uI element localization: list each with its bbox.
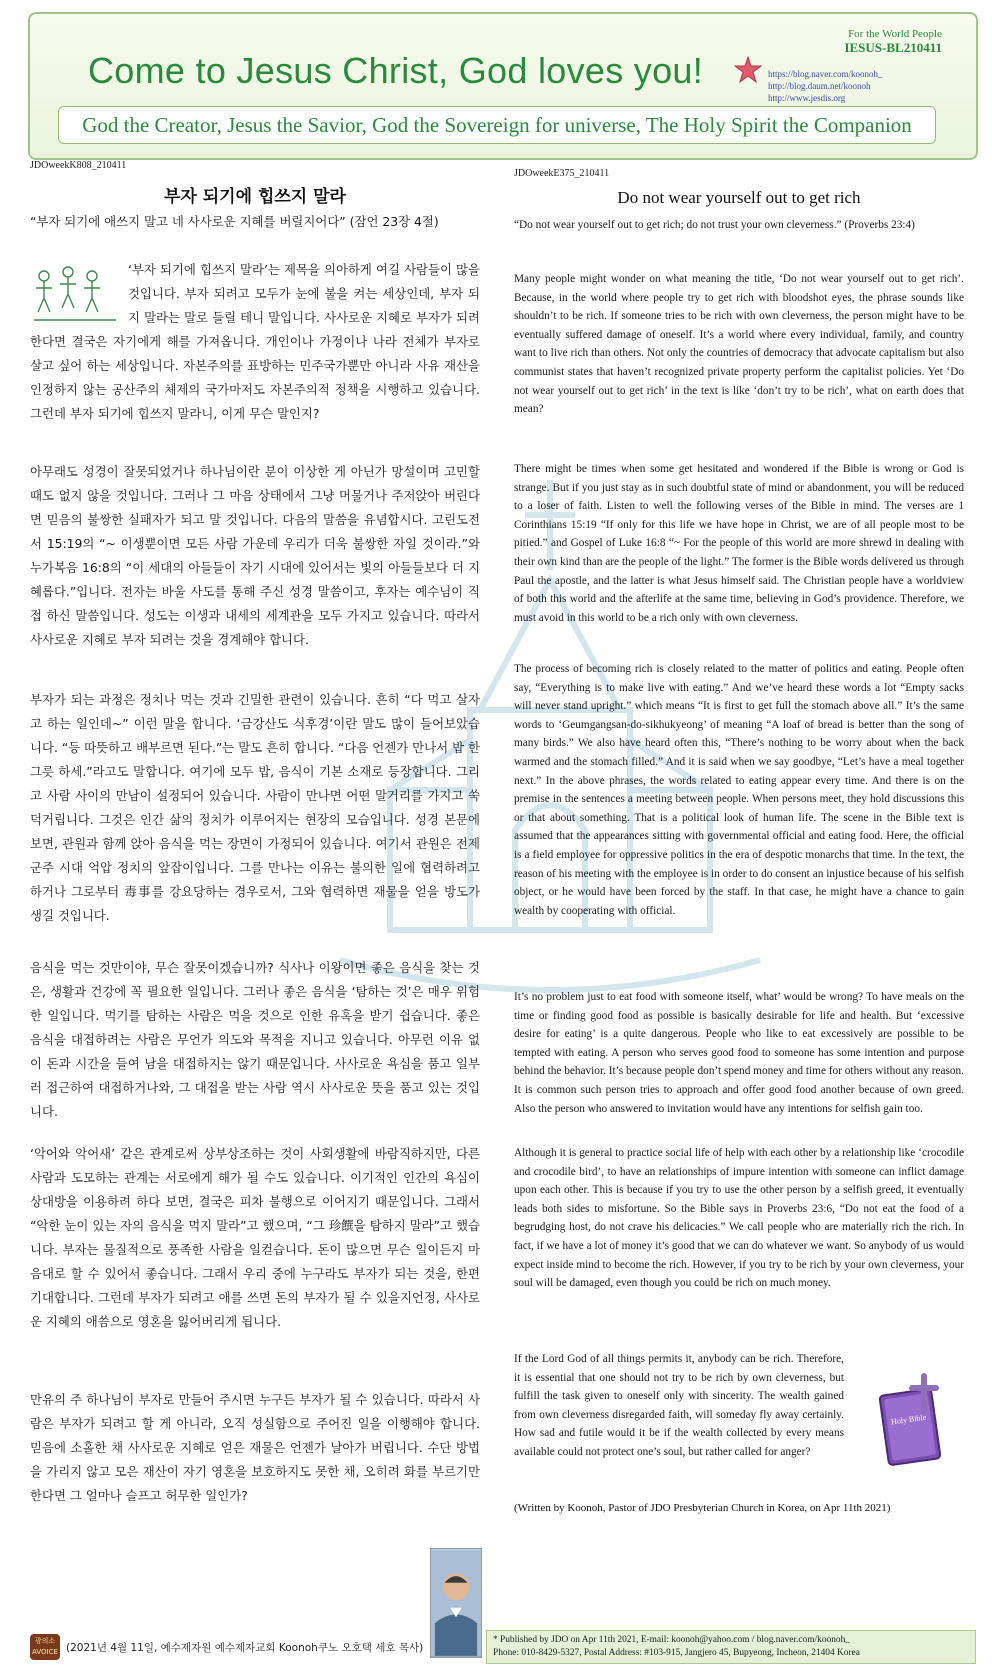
korean-paragraph-2: 아무래도 성경이 잘못되었거나 하나님이란 분이 이상한 게 아닌가 망설이며 고민할 때도 없지 않을 것입니다. 그러나 그 마음 상태에서 그냥 머물거나 주저앉아 버린다면 믿음의 불쌍한 실패자가 되고 말 것입니다. 다음의 말씀을 유념합시다. 고린도전서 15:19의 “~ 이생뿐이면 모든 사람 가운데 우리가 더욱 불쌍한 자일 것이라.”와 누가복음 16:8의 “이 세대의 아들들이 자기 시대에 있어서는 빛의 아들들보다 더 지혜롭다.”입니다. 전자는 바울 사도를 통해 주신 성경 말씀이고, 후자는 예수님이 직접 하신 말씀입니다. 성도는 이생과 내세의 세계관을 모두 가지고 있습니다. 따라서 사사로운 지혜로 부자 되려는 것을 경계해야 합니다.: [30, 464, 480, 647]
english-paragraph-2: There might be times when some get hesitated and wondered if the Bible is wrong or God is strange. But if you just stay as in such doubtful state of mind or abandonment, you will be reduced to a loser of faith. Listen to well the following verses of the Bible in mind. The verses are 1 Corinthians 15:19 “If only for this life we have hope in Christ, we are of all people most to be pitied.” and Gospel of Luke 16:8 “~ For the people of this world are more shrewd in dealing with their own kind than are the people of the light.” The former is the Bible words delivered us through Paul the apostle, and the latter is what Jesus himself said. The Christian people have a worldview of both this world and the afterlife at the same time, believing in God’s providence. Therefore, we must avoid in this world to be a rich only with own cleverness.: [514, 463, 964, 624]
published-line-2: Phone: 010-8429-5327, Postal Address: #103-915, Jangjero 45, Bupyeong, Incheon, 21404 Korea: [493, 1648, 860, 1658]
english-paragraph-3: The process of becoming rich is closely related to the matter of politics and eating. People often say, “Everything is to make live with eating.” And we’ve heard these words a lot “Empty sacks will never stand upright.” which means “It is first to get full the stomach above all.” It’s the same words to ‘Geumgangsan-do-sikhukyeong’ of meaning “A loaf of bread is better than the song of many birds.” We also have heard often this, “There’s nothing to be worry about when the back warmed and the stomach filled.” And it is said when we say goodbye, “Let’s have a meal together next.” In the above phrases, the words related to eating appear every time. And there is on the premise in the sentences a meeting between people. When persons meet, they hold discussions this or that about something. That is a political look of human life. The scene in the Bible text is assumed that the appearances sitting with governmental official and eating food. Here, the official is a field employee for oppressive politics in the era of despotic monarchs that time. In the text, the reason of his meeting with the employee is in order to do consent an injustice because of his selfish object, or he would have been forced by the staff. In that case, he might have a chance to gain wealth by cooperating with official.: [514, 663, 964, 917]
english-title: Do not wear yourself out to get rich: [617, 188, 861, 207]
korean-paragraph-6: 만유의 주 하나님이 부자로 만들어 주시면 누구든 부자가 될 수 있습니다. 따라서 사람은 부자가 되려고 할 게 아니라, 오직 성실함으로 주어진 일을 이행해야 합니다. 믿음에 소홀한 채 사사로운 지혜로 얻은 재물은 언젠가 날아가 버립니다. 수단 방법을 가리지 않고 모은 재산이 자기 영혼을 보호하지도 못한 채, 오히려 화를 부르기만 한다면 그 얼마나 슬프고 허무한 일인가?: [30, 1392, 480, 1503]
english-doc-id: JDOweekE375_210411: [514, 168, 610, 179]
korean-footer-text: (2021년 4월 11일, 예수제자원 예수제자교회 Koonoh쿠노 오호택 세호 목사): [66, 1642, 424, 1654]
subtitle: God the Creator, Jesus the Savior, God the Sovereign for universe, The Holy Spirit the Companion: [82, 113, 912, 137]
author-photo: [430, 1548, 482, 1658]
korean-paragraph-4: 음식을 먹는 것만이야, 무슨 잘못이겠습니까? 식사나 이왕이면 좋은 음식을 찾는 것은, 생활과 건강에 꼭 필요한 일입니다. 그러나 좋은 음식을 ‘탐하는 것’은 매우 위험한 일입니다. 먹기를 탐하는 사람은 먹을 것으로 인한 유혹을 받기 쉽습니다. 좋은 음식을 대접하려는 사람은 무언가 의도와 목적을 지니고 있습니다. 아무런 이유 없이 돈과 시간을 들여 남을 대접하지는 않기 때문입니다. 사사로운 욕심을 품고 일부러 접근하여 대접하거나와, 그 대접을 받는 사람 역시 사사로운 뜻을 품고 있는 것입니다.: [30, 960, 480, 1119]
doc-code: IESUS-BL210411: [844, 40, 942, 55]
link-naver[interactable]: https://blog.naver.com/koonoh_: [768, 69, 883, 79]
korean-verse: “부자 되기에 애쓰지 말고 네 사사로운 지혜를 버릴지어다” (잠언 23장 4절): [30, 214, 439, 229]
english-credit: (Written by Koonoh, Pastor of JDO Presbyterian Church in Korea, on Apr 11th 2021): [514, 1502, 891, 1514]
link-jesdis[interactable]: http://www.jesdis.org: [768, 93, 846, 103]
korean-title: 부자 되기에 힙쓰지 말라: [164, 187, 346, 207]
people-illustration-icon: [30, 262, 120, 330]
korean-paragraph-1-text: ‘부자 되기에 힙쓰지 말라’는 제목을 의아하게 여길 사람들이 많을 것입니다. 부자 되려고 모두가 눈에 불을 켜는 세상인데, 부자 되지 말라는 말로 들릴 테니 말입니다. 사사로운 지혜로 부자가 되려 한다면 결국은 자기에게 해를 가져옵니다. 개인이나 가정이나 나라 전체가 부자로 살고 싶어 하는 세상입니다. 자본주의를 표방하는 민주국가뿐만 아니라 사유 재산을 인정하지 않는 공산주의 체제의 국가마저도 자본주의적 정책을 시행하고 있습니다. 그런데 부자 되기에 힙쓰지 말라니, 이게 무슨 말인지?: [30, 262, 480, 421]
star-icon: [734, 56, 762, 84]
english-paragraph-1: Many people might wonder on what meaning the title, ‘Do not wear yourself out to get rich’. Because, in the world where people try to get rich with bloodshot eyes, the phrase sounds like shouldn’t to be rich. If someone tries to be rich with own cleverness, the person might have to be eventually suffered damage of oneself. It’s a world where every individual, family, and country want to live rich than others. Not only the countries of democracy that advocate capitalism but also communist states that haven’t recognized private property perform the capitalist policies. Yet ‘Do not wear yourself out to get rich’ in the text is like ‘don’t try to be rich’, what on earth does that mean?: [514, 273, 964, 416]
publisher-info: [486, 1630, 976, 1664]
korean-doc-id: JDOweekK808_210411: [30, 160, 127, 171]
english-verse: “Do not wear yourself out to get rich; do not trust your own cleverness.” (Proverbs 23:4): [514, 219, 915, 231]
link-block: [768, 68, 988, 104]
english-paragraph-4: It’s no problem just to eat food with someone itself, what’ would be wrong? To have meals on the time or finding good food as possible is basically desirable for life and health. But ‘excessive desire for eating’ is a quite dangerous. People who like to eat excessively are possible to be tempted with eating. A person who serves good food to someone has some intention and purpose behind the behavior. It’s because people don’t spend money and time for others without any reason. It is common such person tries to approach and offer good food another because of own greed. Also the person who answered to invitation would have any intentions for selfish gain too.: [514, 991, 964, 1115]
page-title: Come to Jesus Christ, God loves you!: [88, 50, 704, 91]
bible-label: Holy Bible: [890, 1412, 927, 1427]
link-daum[interactable]: http://blog.daum.net/koonoh: [768, 81, 871, 91]
korean-paragraph-5: ‘악어와 악어새’ 같은 관계로써 상부상조하는 것이 사회생활에 바람직하지만, 다른 사람과 도모하는 관계는 서로에게 해가 될 수도 있습니다. 이기적인 인간의 욕심이 상대방을 이용하려 하다 보면, 결국은 피차 불행으로 이어지기 때문입니다. 그래서 “악한 눈이 있는 자의 음식을 먹지 말라”고 했으며, “그 珍饌을 탐하지 말라”고 했습니다. 부자는 물질적으로 풍족한 사람을 일컫습니다. 돈이 많으면 무슨 일이든지 마음대로 할 수 있어서 좋습니다. 그래서 우리 중에 누구라도 부자가 되는 것을, 한편 기대합니다. 그런데 부자가 되려고 애를 쓰면 돈의 부자가 될 수 있을지언정, 사사로운 지혜의 애씀으로 영혼을 잃어버리게 됩니다.: [30, 1146, 480, 1329]
bible-icon: [862, 1370, 958, 1470]
korean-paragraph-3: 부자가 되는 과정은 정치나 먹는 것과 긴밀한 관련이 있습니다. 흔히 “다 먹고 살자고 하는 일인데~” 이런 말을 합니다. ‘금강산도 식후경’이란 말도 많이 들어보았습니다. “등 따뜻하고 배부르면 된다.”는 말도 흔히 합니다. “다음 언젠가 만나서 밥 한 그릇 하세.”라고도 말합니다. 여기에 모두 밥, 음식이 기본 소재로 등장합니다. 그리고 사람 사이의 만남이 설정되어 있습니다. 사람이 만나면 어떤 말거리를 가지고 쑥덕거립니다. 그것은 인간 삶의 정치가 이루어지는 현장의 모습입니다. 성경 본문에 보면, 관원과 함께 앉아 음식을 먹는 장면이 가정되어 있습니다. 여기서 관원은 전제군주 시대 억압 정치의 앞잡이입니다. 그를 만나는 이유는 불의한 일에 협력하려고 하거나 그로부터 毒事를 강요당하는 경우로서, 그와 협력하면 재물을 얻을 방도가 생길 것입니다.: [30, 692, 480, 923]
korean-footer: [30, 1634, 470, 1660]
subtitle-bar: [58, 106, 936, 144]
top-right-tag: [844, 28, 942, 54]
tag-line: For the World People: [848, 28, 942, 40]
english-paragraph-5: Although it is general to practice social life of help with each other by a relationship like ‘crocodile and crocodile bird’, to have an relationships of impure intention with someone can inflict damage upon each other. This is because if you try to use the other person by a selfish greed, it eventually leads both sides to misfortune. So the Bible says in Proverbs 23:6, “Do not eat the food of a begrudging host, do not crave his delicacies.” We call people who are materially rich the rich. In fact, if we have a lot of money it’s good that we can do whatever we want. So anybody of us would expect inside mind to become the rich. However, if you try to be rich by your own cleverness, your soul will be damaged, even though you could be rich on much money.: [514, 1147, 964, 1290]
english-paragraph-6: If the Lord God of all things permits it, anybody can be rich. Therefore, it is essential that one should not try to be rich by own cleverness, but fulfill the task given to oneself only with sincerity. The wealth gained from own cleverness disregarded faith, will someday fly away certainly. How sad and futile would it be if the wealth collected by every means available could not protect one’s soul, but rather called for anger?: [514, 1353, 844, 1458]
header-banner: [28, 12, 978, 160]
published-line-1: * Published by JDO on Apr 11th 2021, E-mail: koonoh@yahoo.com / blog.naver.com/koonoh_: [493, 1635, 850, 1645]
korean-paragraph-1: [30, 258, 480, 426]
voice-badge: 광의소 AVOICE: [30, 1634, 60, 1660]
